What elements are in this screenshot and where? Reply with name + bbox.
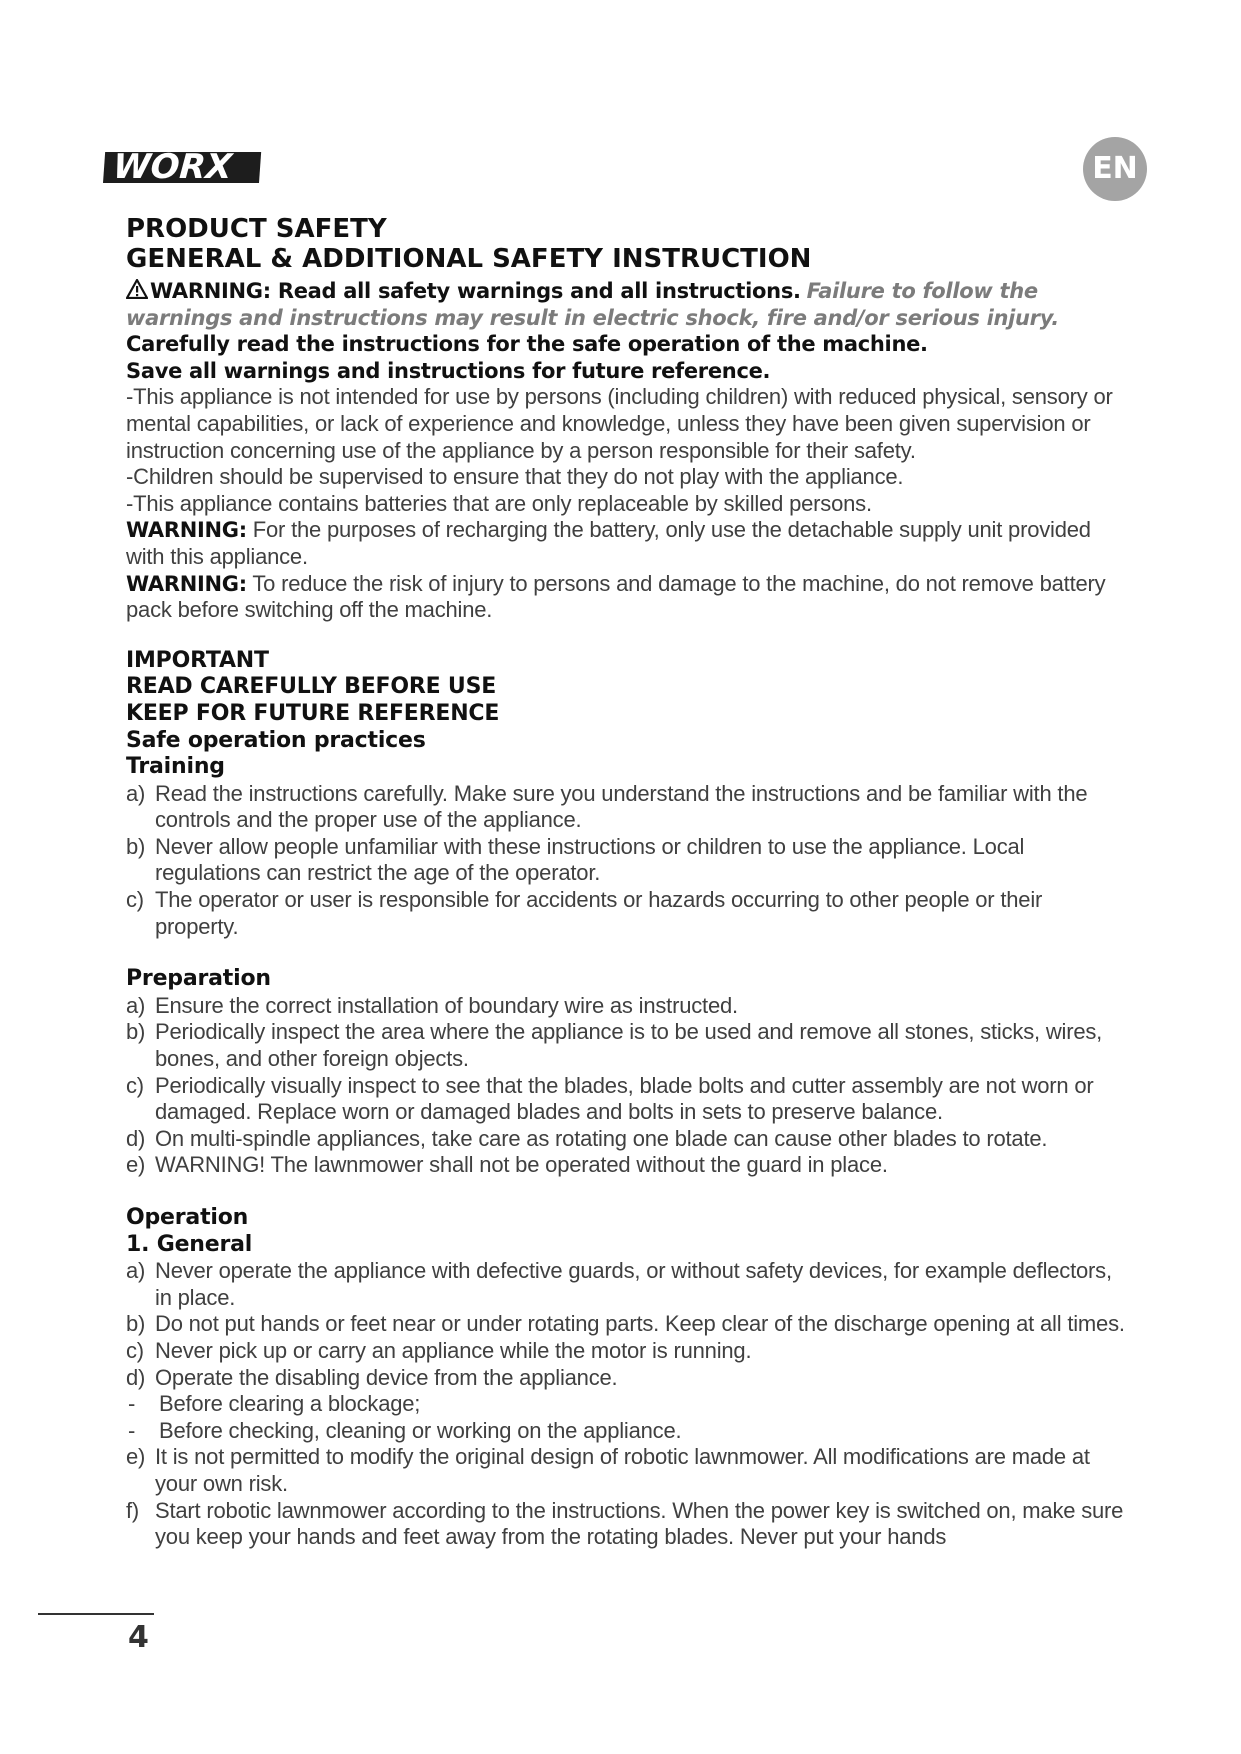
warning-label: WARNING:: [126, 571, 247, 596]
list-marker: e): [126, 1152, 146, 1178]
list-text: Do not put hands or feet near or under rotating parts. Keep clear of the discharge opening at all times.: [155, 1311, 1125, 1337]
worx-logo: WORX: [103, 152, 261, 183]
language-badge: EN: [1083, 137, 1147, 201]
list-marker: a): [126, 1258, 146, 1284]
warning-text: To reduce the risk of injury to persons and damage to the machine, do not remove battery pack before switching off the machine.: [126, 570, 1106, 623]
list-item: [126, 1444, 1126, 1497]
list-item: [126, 993, 1126, 1020]
list-marker: b): [126, 1311, 146, 1337]
list-text: Operate the disabling device from the appliance.: [155, 1364, 618, 1390]
intro-paragraph-1: -This appliance is not intended for use by persons (including children) with reduced physical, sensory or mental capabilities, or lack of experience and knowledge, unless they have been given supervision or instruction concerning use of the appliance by a person responsible for their safety.: [126, 384, 1113, 463]
save-all-text: Save all warnings and instructions for future reference.: [126, 358, 771, 383]
safety-content: [126, 214, 1126, 1551]
list-item: [126, 1338, 1126, 1365]
list-text: It is not permitted to modify the original design of robotic lawnmower. All modifications are made at your own risk.: [155, 1444, 1090, 1496]
list-item: [126, 1258, 1126, 1311]
list-marker: e): [126, 1444, 146, 1470]
intro-paragraph-3: -This appliance contains batteries that are only replaceable by skilled persons.: [126, 490, 872, 516]
list-marker: b): [126, 1019, 146, 1045]
list-text: Before checking, cleaning or working on the appliance.: [159, 1417, 682, 1443]
list-item: [126, 1152, 1126, 1179]
list-marker: a): [126, 780, 146, 806]
heading-safe-operation: Safe operation practices: [126, 727, 426, 753]
warning-recharge: [126, 517, 1126, 570]
list-marker: c): [126, 1072, 144, 1098]
page-number: 4: [128, 1620, 149, 1655]
list-text: On multi-spindle appliances, take care as rotating one blade can cause other blades to rotate.: [155, 1125, 1048, 1151]
list-text: Start robotic lawnmower according to the instructions. When the power key is switched on, make sure you keep your hands and feet away from the rotating blades. Never put your hands: [155, 1497, 1124, 1550]
list-marker: d): [126, 1125, 146, 1151]
list-text: Periodically inspect the area where the appliance is to be used and remove all stones, sticks, wires, bones, and other foreign objects.: [155, 1019, 1103, 1072]
heading-general: 1. General: [126, 1231, 253, 1257]
list-text: Never allow people unfamiliar with these instructions or children to use the appliance. Local regulations can restrict the age of the operator.: [155, 833, 1025, 886]
list-marker: -: [128, 1391, 136, 1417]
list-marker: b): [126, 833, 146, 859]
list-marker: d): [126, 1364, 146, 1390]
intro-warning: [126, 278, 1126, 331]
list-item: [126, 887, 1126, 940]
list-marker: c): [126, 1337, 144, 1363]
list-marker: c): [126, 887, 144, 913]
heading-preparation: Preparation: [126, 966, 271, 992]
list-marker: f): [126, 1497, 140, 1523]
warning-triangle-icon: [126, 279, 148, 299]
careful-read-text: Carefully read the instructions for the safe operation of the machine.: [126, 332, 928, 357]
list-item: [126, 1019, 1126, 1072]
warning-battery: [126, 571, 1126, 624]
footer-divider: [38, 1613, 154, 1615]
list-text: Read the instructions carefully. Make sure you understand the instructions and be familiar with the controls and the proper use of the appliance.: [155, 780, 1088, 833]
list-marker: -: [128, 1417, 136, 1443]
list-marker: a): [126, 992, 146, 1018]
title-product-safety: PRODUCT SAFETY: [126, 214, 387, 244]
list-item: [126, 781, 1126, 834]
warning-text: For the purposes of recharging the battery, only use the detachable supply unit provided with this appliance.: [126, 517, 1091, 569]
list-item: [126, 1391, 1126, 1418]
intro-paragraph-2: -Children should be supervised to ensure that they do not play with the appliance.: [126, 464, 904, 490]
list-text: The operator or user is responsible for accidents or hazards occurring to other people or their property.: [155, 887, 1043, 939]
heading-read-carefully: READ CAREFULLY BEFORE USE: [126, 674, 497, 700]
warning-italic-text: Failure to follow the warnings and instructions may result in electric shock, fire and/or serious injury.: [126, 279, 1059, 330]
list-text: WARNING! The lawnmower shall not be operated without the guard in place.: [155, 1152, 888, 1178]
list-text: Ensure the correct installation of boundary wire as instructed.: [155, 992, 738, 1018]
heading-keep-for-reference: KEEP FOR FUTURE REFERENCE: [126, 700, 500, 726]
list-text: Never operate the appliance with defective guards, or without safety devices, for example deflectors, in place.: [155, 1258, 1112, 1310]
heading-operation: Operation: [126, 1205, 249, 1230]
list-item: [126, 1365, 1126, 1392]
heading-training: Training: [126, 754, 225, 780]
warning-label: WARNING:: [126, 518, 247, 543]
list-text: Periodically visually inspect to see that the blades, blade bolts and cutter assembly are not worn or damaged. Replace worn or damaged blades and bolts in sets to preserve balance.: [155, 1072, 1094, 1125]
list-item: [126, 834, 1126, 887]
list-item: [126, 1311, 1126, 1338]
list-text: Before clearing a blockage;: [159, 1391, 421, 1417]
list-item: [126, 1126, 1126, 1153]
list-item: [126, 1418, 1126, 1445]
list-item: [126, 1073, 1126, 1126]
title-general-additional: GENERAL & ADDITIONAL SAFETY INSTRUCTION: [126, 244, 812, 274]
list-text: Never pick up or carry an appliance while the motor is running.: [155, 1337, 752, 1363]
warning-bold-text: WARNING: Read all safety warnings and all instructions.: [150, 279, 801, 303]
list-item: [126, 1498, 1126, 1551]
heading-important: IMPORTANT: [126, 647, 269, 673]
